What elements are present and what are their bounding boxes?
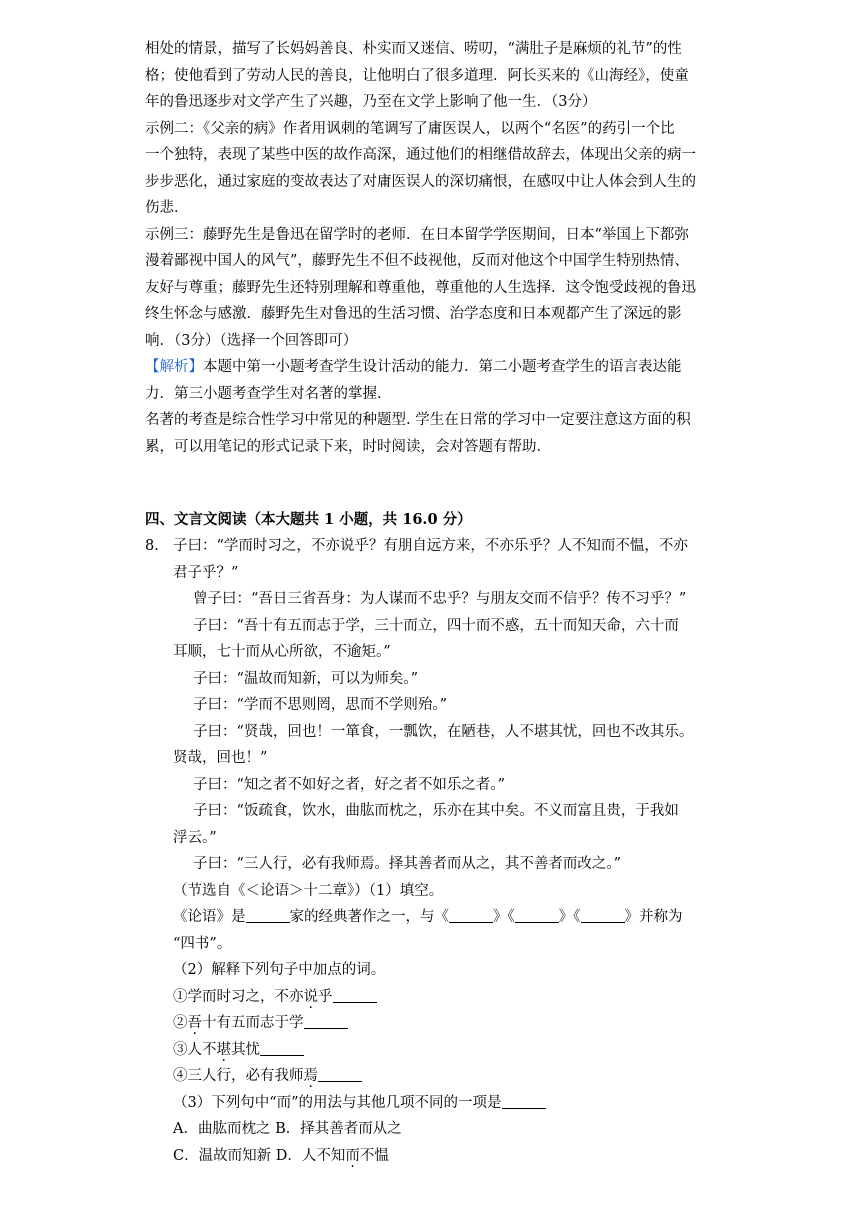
answer-blank[interactable] <box>318 1067 362 1082</box>
passage-line: 子曰：“贤哉，回也！一箪食，一瓢饮，在陋巷，人不堪其忧，回也不改其乐。 <box>193 723 694 740</box>
answer-blank[interactable] <box>260 1041 304 1056</box>
question-8: 8. 子曰：“学而时习之，不亦说乎？有朋自远方来，不亦乐乎？人不知而不愠，不亦 君子乎？” 曾子曰：“吾日三省吾身：为人谋而不忠乎？与朋友交而不信乎？传不习乎？” 子曰：“吾十有五而志于学，三十而立，四十而不惑，五十而知天命，六十而 耳顺，七十而从心所欲，不逾矩。” 子曰：“温故而知新，可以为师矣。” 子曰：“学而不思则罔，思而不学则殆。” 子曰：“贤哉，回也！一箪食，一瓢饮，在陋巷，人不堪其忧，回也不改其乐。 贤哉，回也！” 子曰：“知之者不如好之者，好之者不如乐之者。” 子曰：“饭疏食，饮水，曲肱而枕之，乐亦在其中矣。不义而富且贵，于我如 浮云。” 子曰：“三人行，必有我师焉。择其善者而从之，其不善者而改之。” （节选自《＜论语＞十二章》）（1）填空。 《论语》是 家的经典著作之一，与《 》《 》《 》并称为 “四书”。 （2）解释下列句子中加点的词。 ①学而时习之，不亦说乎 ②吾十有五而志于学 ③人不堪其忧 ④三人行，必有我师焉 （3）下列句中“而”的用法与其他几项不同的一项是 A．曲肱而枕之 B．择其善者而从之 C．温故而知新 D．人不知而不愠 <box>145 533 725 1169</box>
passage-line: 曾子曰：“吾日三省吾身：为人谋而不忠乎？与朋友交而不信乎？传不习乎？” <box>193 591 687 607</box>
options-row: C．温故而知新 D．人不知而不愠 <box>173 1147 389 1164</box>
passage-line: 子曰：“饭疏食，饮水，曲肱而枕之，乐亦在其中矣。不义而富且贵，于我如 <box>193 803 679 819</box>
passage-line: 子曰：“温故而知新，可以为师矣。” <box>193 670 419 687</box>
explain-item: ①学而时习之，不亦说乎 <box>145 984 725 1011</box>
question-number: 8. <box>145 538 159 554</box>
answer-blank[interactable] <box>449 908 493 923</box>
text-line: 终生怀念与感激．藤野先生对鲁迅的生活习惯、治学态度和日本观都产生了深远的影 <box>145 306 682 322</box>
part2-title: （2）解释下列句子中加点的词。 <box>173 962 386 978</box>
passage-line-cont: 耳顺，七十而从心所欲，不逾矩。” <box>173 644 391 660</box>
options-row: A．曲肱而枕之 B．择其善者而从之 <box>173 1121 402 1137</box>
text-line: 年的鲁迅逐步对文学产生了兴趣，乃至在文学上影响了他一生．（3分） <box>145 94 597 110</box>
part3-title: （3）下列句中“而”的用法与其他几项不同的一项是 <box>145 1090 725 1117</box>
text-line: 伤悲． <box>145 200 189 216</box>
analysis-tag: 【解析】 <box>145 359 203 375</box>
passage-line: 子曰：“吾十有五而志于学，三十而立，四十而不惑，五十而知天命，六十而 <box>193 617 679 634</box>
analysis-line: 【解析】本题中第一小题考查学生设计活动的能力．第二小题考查学生的语言表达能 <box>145 359 682 375</box>
text-line: 步步恶化，通过家庭的变故表达了对庸医误人的深切痛恨，在感叹中让人体会到人生的 <box>145 173 696 190</box>
analysis-line: 力．第三小题考查学生对名著的掌握． <box>145 385 392 402</box>
text-line: 格；使他看到了劳动人民的善良，让他明白了很多道理．阿长买来的《山海经》，使童 <box>145 67 689 84</box>
answer-blank[interactable] <box>333 988 377 1003</box>
text-line: 漫着鄙视中国人的风气”，藤野先生不但不歧视他，反而对他这个中国学生特别热情、 <box>145 253 689 269</box>
dotted-word: 说 <box>303 988 318 1005</box>
passage-line-cont: 浮云。” <box>173 829 217 846</box>
answer-examples-block <box>145 36 725 460</box>
passage-line: 子曰：“三人行，必有我师焉。择其善者而从之，其不善者而改之。” <box>193 856 622 872</box>
text-line: 示例三：藤野先生是鲁迅在留学时的老师．在日本留学学医期间，日本“举国上下都弥 <box>145 226 689 243</box>
dotted-word: 堪 <box>216 1041 231 1058</box>
dotted-word: 焉 <box>303 1068 318 1084</box>
answer-blank[interactable] <box>515 908 559 923</box>
answer-blank[interactable] <box>304 1014 348 1029</box>
text-line: 一个独特，表现了某些中医的故作高深，通过他们的相继借故辞去，体现出父亲的病一 <box>145 147 696 163</box>
fill-blank-line: 《论语》是 家的经典著作之一，与《 》《 》《 》并称为 <box>173 909 683 925</box>
answer-blank[interactable] <box>581 908 625 923</box>
text-line: 示例二：《父亲的病》作者用讽刺的笔调写了庸医误人，以两个“名医”的药引一个比 <box>145 120 675 137</box>
analysis-line: 累，可以用笔记的形式记录下来，时时阅读，会对答题有帮助． <box>145 438 551 455</box>
section-heading: 四、文言文阅读（本大题共 1 小题，共 16.0 分） <box>145 511 472 528</box>
answer-blank[interactable] <box>502 1094 546 1109</box>
source-line: （节选自《＜论语＞十二章》）（1）填空。 <box>173 882 444 899</box>
dotted-word: 吾 <box>187 1015 202 1031</box>
passage-line-cont: 贤哉，回也！” <box>173 750 268 766</box>
explain-item: ③人不堪其忧 <box>145 1037 725 1064</box>
text-line: 响．（3分）（选择一个回答即可） <box>145 332 358 349</box>
passage-line: 子曰：“知之者不如好之者，好之者不如乐之者。” <box>193 776 506 793</box>
answer-blank[interactable] <box>246 908 290 923</box>
dotted-word: 而 <box>345 1147 360 1164</box>
explain-item: ②吾十有五而志于学 <box>145 1010 725 1037</box>
analysis-line: 名著的考查是综合性学习中常见的种题型. 学生在日常的学习中一定要注意这方面的积 <box>145 412 691 428</box>
text-line: 相处的情景，描写了长妈妈善良、朴实而又迷信、唠叨，“满肚子是麻烦的礼节”的性 <box>145 41 682 57</box>
text-line: 友好与尊重；藤野先生还特别理解和尊重他，尊重他的人生选择．这令饱受歧视的鲁迅 <box>145 279 696 296</box>
explain-item: ④三人行，必有我师焉 <box>145 1063 725 1090</box>
passage-line: 子曰：“学而不思则罔，思而不学则殆。” <box>193 697 448 713</box>
